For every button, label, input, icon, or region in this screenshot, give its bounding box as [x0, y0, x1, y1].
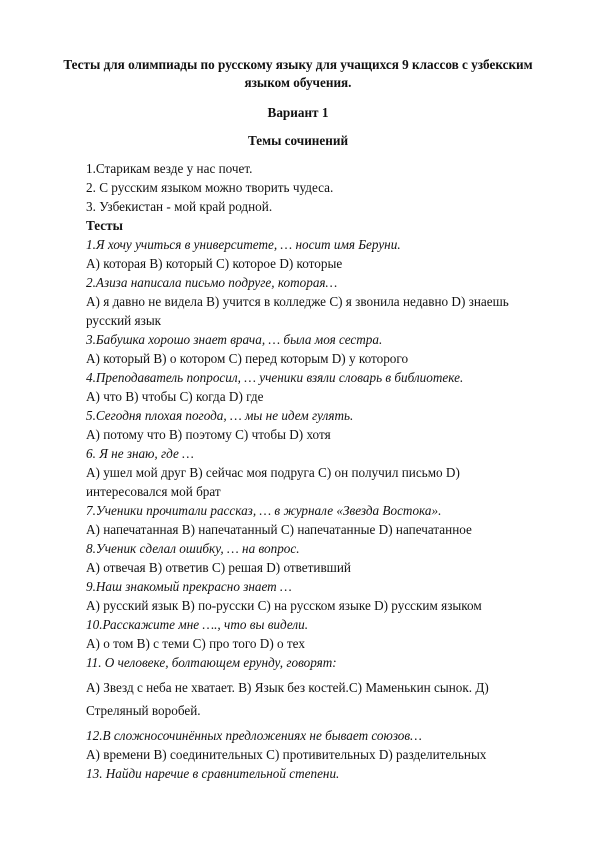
answers-2: А) я давно не видела В) учится в колледже С) я звонила недавно D) знаешь русский язык	[86, 294, 509, 328]
answers-11: А) Звезд с неба не хватает. В) Язык без костей.С) Маменькин сынок. Д) Стреляный воробей.	[86, 680, 489, 718]
question-12: 12.В сложносочинённых предложениях не бывает союзов…	[86, 728, 422, 743]
answers-1: А) которая В) который С) которое D) которые	[86, 256, 343, 271]
answers-4: А) что В) чтобы С) когда D) где	[86, 389, 264, 404]
variant-heading: Вариант 1	[267, 105, 329, 120]
answers-7: А) напечатанная В) напечатанный С) напечатанные D) напечатанное	[86, 522, 472, 537]
essay-topics-heading: Темы сочинений	[247, 133, 349, 148]
question-3: 3.Бабушка хорошо знает врача, … была моя сестра.	[86, 332, 383, 347]
question-4: 4.Преподаватель попросил, … ученики взяли словарь в библиотеке.	[86, 370, 464, 385]
question-1: 1.Я хочу учиться в университете, … носит имя Беруни.	[86, 237, 401, 252]
essay-topic-2: 2. С русским языком можно творить чудеса.	[86, 180, 334, 195]
essay-topic-3: 3. Узбекистан - мой край родной.	[86, 199, 273, 214]
question-5: 5.Сегодня плохая погода, … мы не идем гулять.	[86, 408, 354, 423]
question-6: 6. Я не знаю, где …	[86, 446, 194, 461]
document-title: Тесты для олимпиады по русскому языку для учащихся 9 классов с узбекским языком обучения.	[63, 57, 533, 90]
answers-9: А) русский язык В) по-русски С) на русском языке D) русским языком	[86, 598, 482, 613]
answers-3: А) который В) о котором С) перед которым D) у которого	[86, 351, 409, 366]
question-11: 11. О человеке, болтающем ерунду, говорят:	[86, 655, 337, 670]
question-8: 8.Ученик сделал ошибку, … на вопрос.	[86, 541, 300, 556]
tests-heading: Тесты	[86, 218, 123, 233]
question-10: 10.Расскажите мне …., что вы видели.	[86, 617, 309, 632]
answers-5: А) потому что В) поэтому С) чтобы D) хотя	[86, 427, 331, 442]
answers-6: А) ушел мой друг В) сейчас моя подруга С) он получил письмо D) интересовался мой брат	[86, 465, 460, 499]
document-body	[86, 159, 526, 783]
essay-topic-1: 1.Старикам везде у нас почет.	[86, 161, 253, 176]
question-2: 2.Азиза написала письмо подруге, которая…	[86, 275, 338, 290]
answers-8: А) отвечая В) ответив С) решая D) ответивший	[86, 560, 351, 575]
answers-12: А) времени В) соединительных С) противительных D) разделительных	[86, 747, 487, 762]
question-7: 7.Ученики прочитали рассказ, … в журнале «Звезда Востока».	[86, 503, 442, 518]
question-13: 13. Найди наречие в сравнительной степени.	[86, 766, 340, 781]
answers-10: А) о том В) с теми С) про того D) о тех	[86, 636, 305, 651]
question-9: 9.Наш знакомый прекрасно знает …	[86, 579, 292, 594]
